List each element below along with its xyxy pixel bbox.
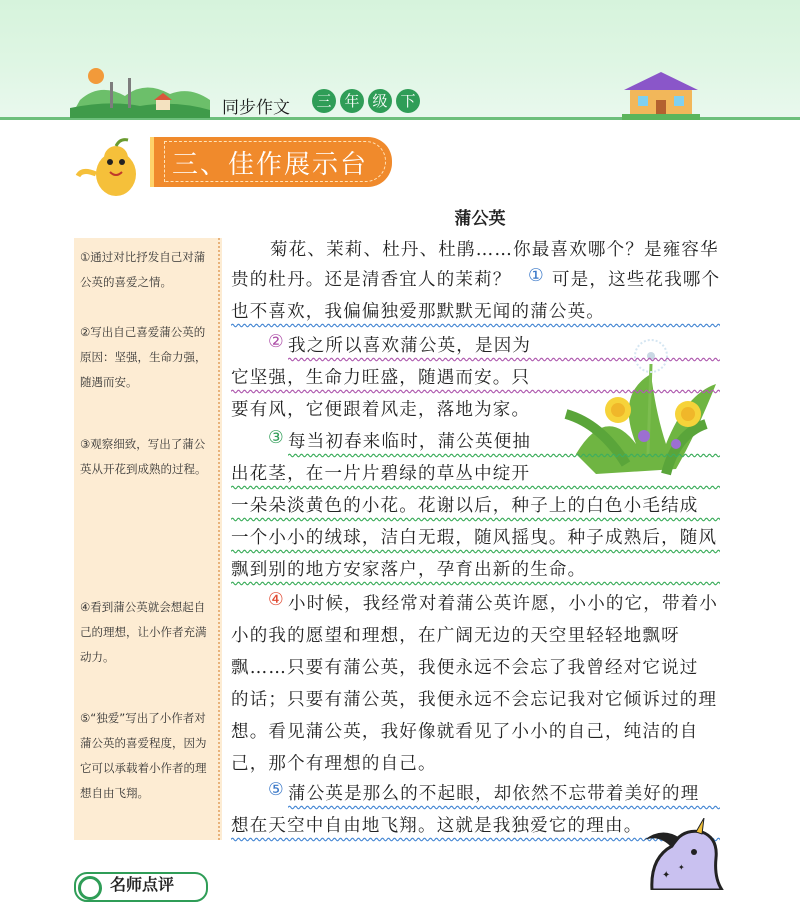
wavy-underline [231, 485, 720, 490]
unicorn-illustration-icon [632, 818, 732, 890]
essay-line: 想在天空中自由地飞翔。这就是我独爱它的理由。 [231, 816, 643, 836]
grade-char: 级 [368, 89, 392, 113]
wavy-underline [231, 549, 720, 554]
annotation-note: ③观察细致，写出了蒲公英从开花到成熟的过程。 [80, 437, 207, 476]
essay-line: 也不喜欢，我偏偏独爱那默默无闻的蒲公英。 [231, 302, 605, 322]
essay-line: 菊花、茉莉、杜丹、杜鹃……你最喜欢哪个？是雍容华 [270, 240, 719, 260]
pear-mascot-icon [72, 138, 150, 198]
annotation-note: ⑤“独爱”写出了小作者对蒲公英的喜爱程度，因为它可以承载着小作者的理想自由飞翔。 [80, 711, 207, 800]
teacher-comment-label: 名师点评 [110, 875, 175, 894]
house-illustration-icon [622, 70, 700, 120]
annotation-note: ①通过对比抒发自己对蒲公英的喜爱之情。 [80, 250, 206, 289]
wavy-underline [231, 323, 720, 328]
paragraph-marker: ⑤ [268, 780, 285, 800]
essay-line: 出花茎，在一片片碧绿的草丛中绽开 [231, 464, 531, 484]
wavy-underline [231, 581, 720, 586]
grade-char: 年 [340, 89, 364, 113]
magnifier-icon [78, 876, 102, 900]
essay-line: 飘……只要有蒲公英，我便永远不会忘了我曾经对它说过 [231, 658, 699, 678]
svg-text:✦: ✦ [678, 863, 685, 872]
essay-line: 贵的杜丹。还是清香宜人的茉莉？ [231, 270, 512, 290]
section-title: 三、佳作展示台 [172, 150, 369, 180]
grade-char: 下 [396, 89, 420, 113]
landscape-illustration-icon [70, 60, 210, 118]
essay-line: 它坚强，生命力旺盛，随遇而安。只 [231, 368, 531, 388]
annotation-note: ②写出自己喜爱蒲公英的原因：坚强，生命力强，随遇而安。 [80, 325, 207, 389]
essay-line: 我之所以喜欢蒲公英，是因为 [288, 336, 532, 356]
paragraph-marker: ② [268, 332, 285, 352]
grade-char: 三 [312, 89, 336, 113]
essay-line: 可是，这些花我哪个 [552, 270, 721, 290]
paragraph-marker: ① [528, 266, 545, 286]
wavy-underline [288, 453, 720, 458]
wavy-underline [231, 517, 720, 522]
essay-line: 想。看见蒲公英，我好像就看见了小小的自己，纯洁的自 [231, 722, 699, 742]
paragraph-marker: ④ [268, 590, 285, 610]
essay-line: 蒲公英是那么的不起眼，却依然不忘带着美好的理 [288, 784, 700, 804]
annotation-note: ④看到蒲公英就会想起自己的理想，让小作者充满动力。 [80, 600, 207, 664]
annotation-divider [218, 238, 220, 840]
grade-badges [312, 89, 420, 113]
essay-line: 的话；只要有蒲公英，我便永远不会忘记我对它倾诉过的理 [231, 690, 718, 710]
essay-line: 己，那个有理想的自己。 [231, 754, 437, 774]
essay-line: 小的我的愿望和理想，在广阔无边的天空里轻轻地飘呀 [231, 626, 680, 646]
wavy-underline [288, 805, 720, 810]
essay-title: 蒲公英 [454, 209, 506, 229]
svg-text:✦: ✦ [662, 870, 671, 881]
essay-line: 一个小小的绒球，洁白无瑕，随风摇曳。种子成熟后，随风 [231, 528, 718, 548]
essay-line: 要有风，它便跟着风走，落地为家。 [231, 400, 531, 420]
essay-line: 每当初春来临时，蒲公英便抽 [288, 432, 532, 452]
book-title: 同步作文 [222, 98, 290, 118]
essay-line: 一朵朵淡黄色的小花。花谢以后，种子上的白色小毛结成 [231, 496, 699, 516]
wavy-underline [288, 357, 720, 362]
wavy-underline [231, 389, 720, 394]
essay-line: 飘到别的地方安家落户，孕育出新的生命。 [231, 560, 587, 580]
paragraph-marker: ③ [268, 428, 285, 448]
essay-line: 小时候，我经常对着蒲公英许愿，小小的它，带着小 [288, 594, 719, 614]
